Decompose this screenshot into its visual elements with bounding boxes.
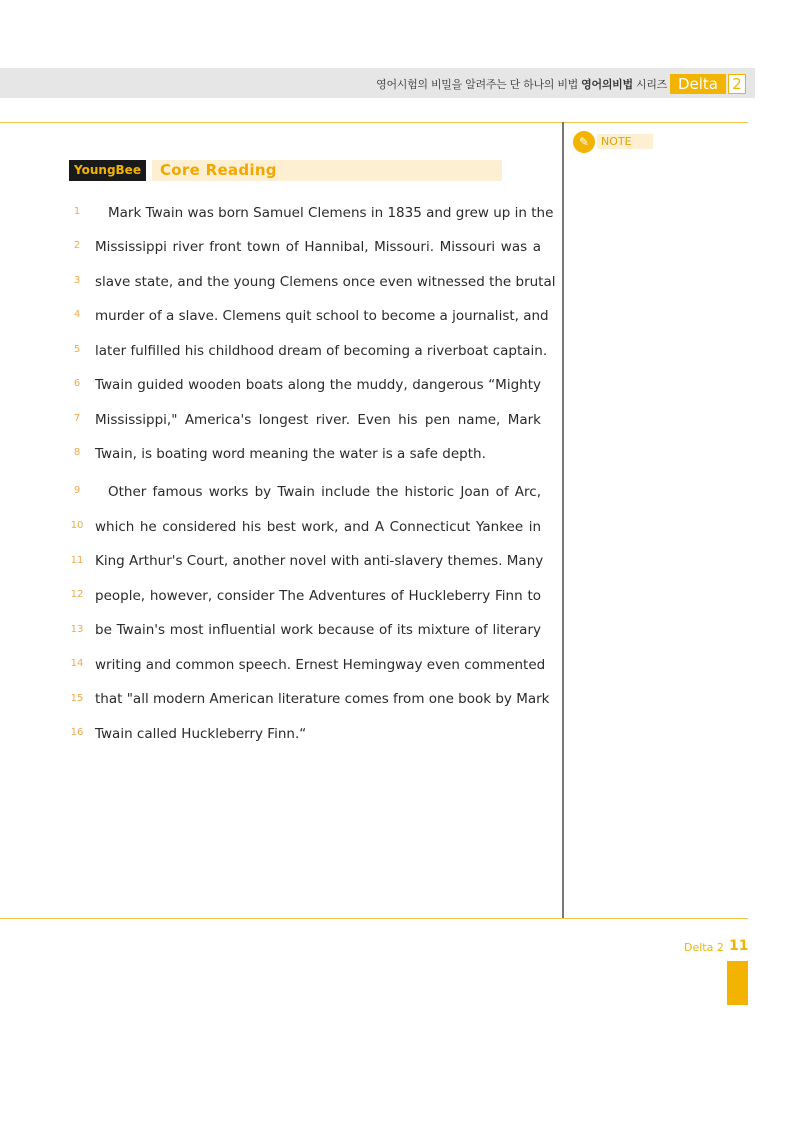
line-number: 4 [73, 309, 81, 320]
page-tab-marker [727, 961, 748, 1005]
series-title [376, 76, 667, 92]
note-label: NOTE [597, 134, 653, 149]
series-suffix: 시리즈 [632, 78, 667, 91]
passage-line: be Twain's most influential work because of its mixture of literary [95, 622, 541, 638]
series-prefix: 영어시험의 비밀을 알려주는 단 하나의 비법 [376, 78, 582, 91]
line-number: 6 [73, 378, 81, 389]
passage-line: that "all modern American literature comes from one book by Mark [95, 691, 550, 707]
line-number: 9 [73, 485, 81, 496]
line-number: 15 [70, 693, 84, 704]
line-number: 7 [73, 413, 81, 424]
line-number: 5 [73, 344, 81, 355]
line-number: 11 [70, 555, 84, 566]
delta-badge-number: 2 [728, 74, 746, 94]
passage-line: Twain called Huckleberry Finn.“ [95, 726, 307, 742]
passage-line: slave state, and the young Clemens once even witnessed the brutal [95, 274, 556, 290]
passage-line: Mark Twain was born Samuel Clemens in 1835 and grew up in the [108, 205, 554, 221]
top-rule [0, 122, 748, 123]
passage-line: Other famous works by Twain include the historic Joan of Arc, [108, 484, 541, 500]
line-number: 10 [70, 520, 84, 531]
line-number: 2 [73, 240, 81, 251]
passage-line: Mississippi river front town of Hannibal, Missouri. Missouri was a [95, 239, 541, 255]
passage-line: Mississippi," America's longest river. Even his pen name, Mark [95, 412, 541, 428]
line-number: 3 [73, 275, 81, 286]
series-bold: 영어의비법 [581, 78, 633, 91]
line-number: 12 [70, 589, 84, 600]
line-number: 13 [70, 624, 84, 635]
delta-badge: Delta [670, 74, 726, 94]
passage-line: writing and common speech. Ernest Hemingway even commented [95, 657, 546, 673]
youngbee-tag: YoungBee [69, 160, 146, 181]
passage-line: Twain guided wooden boats along the muddy, dangerous “Mighty [95, 377, 541, 393]
bottom-rule [0, 918, 748, 919]
passage-line: later fulfilled his childhood dream of becoming a riverboat captain. [95, 343, 548, 359]
pencil-icon: ✎ [573, 131, 595, 153]
passage-line: King Arthur's Court, another novel with anti-slavery themes. Many [95, 553, 544, 569]
passage-line: people, however, consider The Adventures of Huckleberry Finn to [95, 588, 541, 604]
passage-line: Twain, is boating word meaning the water is a safe depth. [95, 446, 486, 462]
footer-label: Delta 2 [684, 941, 724, 954]
line-number: 16 [70, 727, 84, 738]
passage-line: which he considered his best work, and A Connecticut Yankee in [95, 519, 541, 535]
passage-line: murder of a slave. Clemens quit school to become a journalist, and [95, 308, 549, 324]
line-number: 8 [73, 447, 81, 458]
note-divider [562, 122, 564, 919]
section-title: Core Reading [160, 161, 277, 179]
page-number: 11 [729, 938, 749, 954]
line-number: 1 [73, 206, 81, 217]
line-number: 14 [70, 658, 84, 669]
